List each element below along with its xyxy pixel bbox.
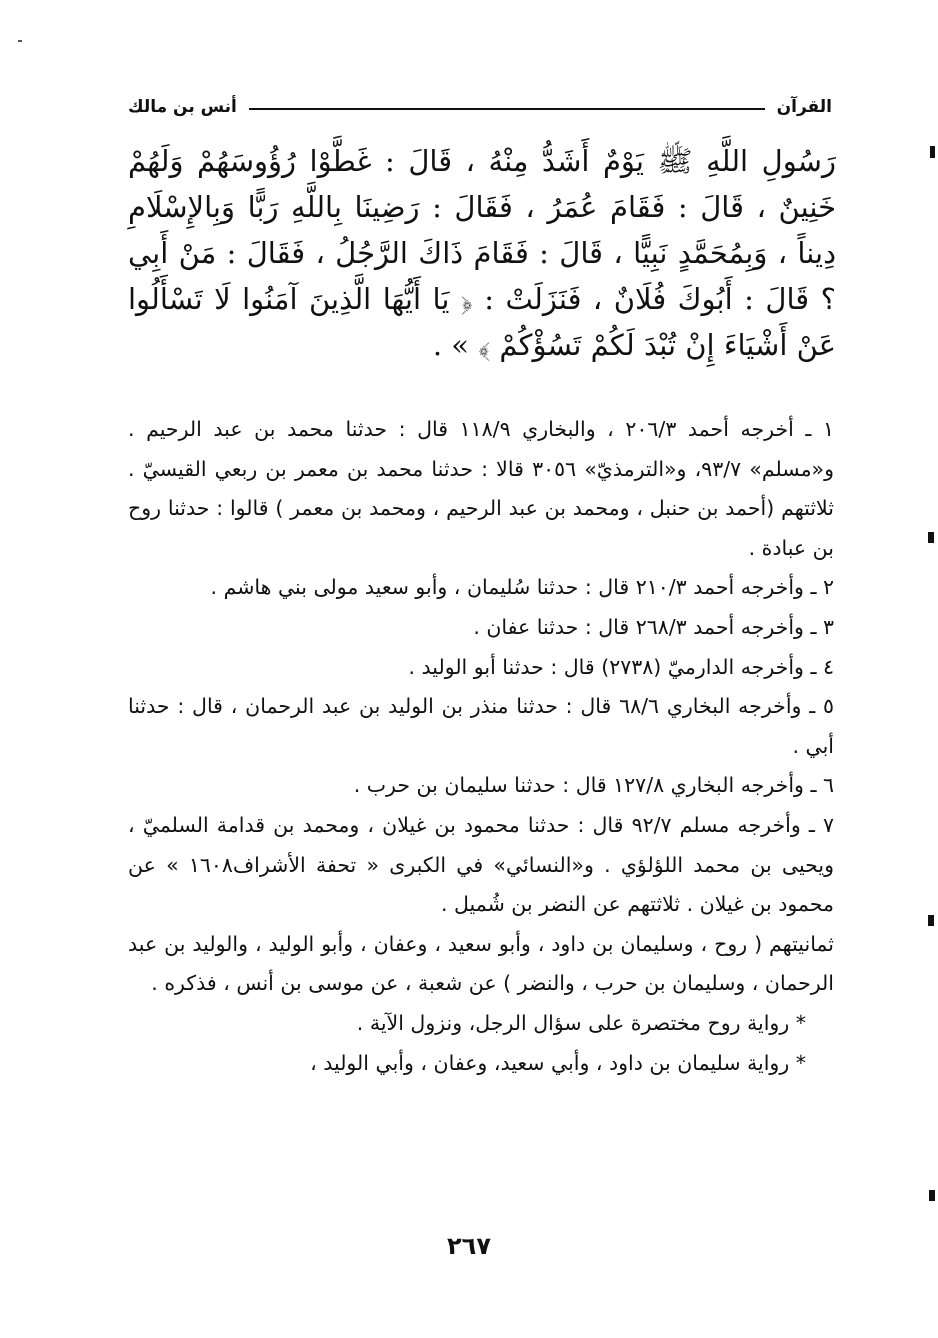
- footnote-1: ١ ـ أخرجه أحمد ٢٠٦/٣ ، والبخاري ١١٨/٩ قال : حدثنا محمد بن عبد الرحيم . و«مسلم» ٩٣/٧، و«الترمذيّ» ٣٠٥٦ قالا : حدثنا محمد بن معمر بن ربعي القيسيّ . ثلاثتهم (أحمد بن حنبل ، ومحمد بن عبد الرحيم ، ومحمد بن معمر ) قالوا : حدثنا روح بن عبادة .: [128, 417, 834, 560]
- footnote-5: ٥ ـ وأخرجه البخاري ٦٨/٦ قال : حدثنا منذر بن الوليد بن عبد الرحمان ، قال : حدثنا أبي .: [128, 694, 835, 758]
- footnote-4: ٤ ـ وأخرجه الدارميّ (٢٧٣٨) قال : حدثنا أبو الوليد .: [408, 654, 834, 679]
- footnote-remark-1: * رواية روح مختصرة على سؤال الرجل، ونزول الآية .: [356, 1010, 806, 1035]
- footnote-7: ٧ ـ وأخرجه مسلم ٩٢/٧ قال : حدثنا محمود بن غيلان ، ومحمد بن قدامة السلميّ ، ويحيى بن محمد اللؤلؤي . و«النسائي» في الكبرى « تحفة الأشراف١٦٠٨ » عن محمود بن غيلان . ثلاثتهم عن النضر بن شُميل .: [128, 812, 835, 917]
- scan-edge-mark: [928, 915, 934, 926]
- header-chapter-title: أنس بن مالك: [128, 97, 237, 117]
- header-rule: [249, 108, 765, 110]
- scan-speck: [18, 40, 22, 42]
- scan-edge-mark: [930, 146, 935, 158]
- footnote-remark-2: * رواية سليمان بن داود ، وأبي سعيد، وعفان ، وأبي الوليد ،: [310, 1050, 806, 1075]
- scan-edge-mark: [929, 1190, 935, 1201]
- main-text: رَسُولِ اللَّهِ ﷺ يَوْمٌ أَشَدُّ مِنْهُ ، قَالَ : غَطَّوْا رُؤُوسَهُمْ وَلَهُمْ خَنِينٌ ، قَالَ : فَقَامَ عُمَرُ ، فَقَالَ : رَضِينَا بِاللَّهِ رَبًّا وَبِالإِسْلَامِ دِيناً ، وَبِمُحَمَّدٍ نَبِيًّا ، قَالَ : فَقَامَ ذَاكَ الرَّجُلُ ، فَقَالَ : مَنْ أَبِي ؟ قَالَ : أَبُوكَ فُلَانٌ ، فَنَزَلَتْ : ﴿ يَا أَيُّهَا الَّذِينَ آمَنُوا لَا تَسْأَلُوا عَنْ أَشْيَاءَ إِنْ تُبْدَ لَكُمْ تَسُؤْكُمْ ﴾ » .: [128, 144, 836, 362]
- page-number: ٢٦٧: [447, 1232, 491, 1260]
- footnotes: [128, 410, 834, 1083]
- running-header: [128, 92, 832, 122]
- scan-edge-mark: [928, 532, 934, 543]
- footnote-3: ٣ ـ وأخرجه أحمد ٢٦٨/٣ قال : حدثنا عفان .: [473, 614, 834, 639]
- footnote-summary: ثمانيتهم ( روح ، وسليمان بن داود ، وأبو سعيد ، وعفان ، وأبو الوليد ، والوليد بن عبد الرحمان ، وسليمان بن حرب ، والنضر ) عن شعبة ، عن موسى بن أنس ، فذكره .: [128, 931, 834, 996]
- header-section-title: القرآن: [776, 97, 832, 117]
- footnote-2: ٢ ـ وأخرجه أحمد ٢١٠/٣ قال : حدثنا سُليمان ، وأبو سعيد مولى بني هاشم .: [210, 575, 834, 600]
- footnote-6: ٦ ـ وأخرجه البخاري ١٢٧/٨ قال : حدثنا سليمان بن حرب .: [353, 773, 834, 798]
